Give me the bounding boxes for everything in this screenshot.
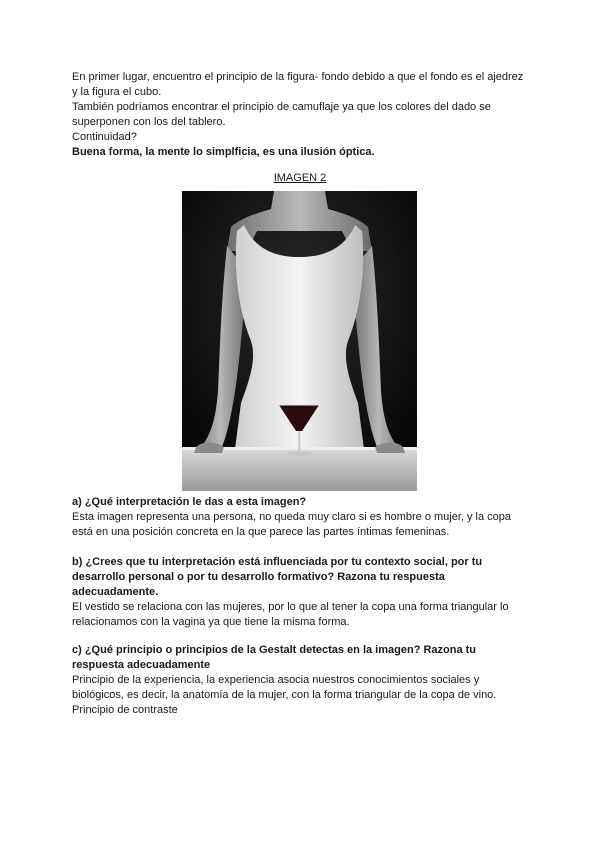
intro-line-4: superponen con los del tablero. <box>72 116 226 128</box>
intro-line-2: y la figura el cubo. <box>72 86 162 98</box>
answer-b-line-2: relacionamos con la vagina ya que tiene la misma forma. <box>72 616 350 628</box>
answer-c-line-1: Principio de la experiencia, la experiencia asocia nuestros conocimientos sociales y <box>72 674 480 686</box>
answer-c-line-2: biológicos, es decir, la anatomía de la mujer, con la forma triangular de la copa de vino. <box>72 689 497 701</box>
question-a: a) ¿Qué interpretación le das a esta imagen? <box>72 496 307 508</box>
answer-b-line-1: El vestido se relaciona con las mujeres, por lo que al tener la copa una forma triangular lo <box>72 601 509 613</box>
intro-line-5: Continuidad? <box>72 131 137 143</box>
photo-woman-dress-glass <box>182 191 417 491</box>
figure-caption: IMAGEN 2 <box>273 172 327 184</box>
question-b-line-2: desarrollo personal o por tu desarrollo formativo? Razona tu respuesta <box>72 571 445 583</box>
question-c-line-2: respuesta adecuadamente <box>72 659 211 671</box>
question-c-line-1: c) ¿Qué principio o principios de la Gestalt detectas en la imagen? Razona tu <box>72 644 477 656</box>
question-b-line-1: b) ¿Crees que tu interpretación está influenciada por tu contexto social, por tu <box>72 556 483 568</box>
intro-line-1: En primer lugar, encuentro el principio de la figura- fondo debido a que el fondo es el ajedrez <box>72 71 524 83</box>
answer-c-line-3: Principio de contraste <box>72 704 178 716</box>
answer-a-line-2: está en una posición concreta en la que parece las partes íntimas femeninas. <box>72 526 450 538</box>
question-b-line-3: adecuadamente. <box>72 586 159 598</box>
answer-a-line-1: Esta imagen representa una persona, no queda muy claro si es hombre o mujer, y la copa <box>72 511 512 523</box>
intro-line-3: También podríamos encontrar el principio de camuflaje ya que los colores del dado se <box>72 101 491 113</box>
intro-line-6: Buena forma, la mente lo simplficia, es una ilusión óptica. <box>72 146 375 158</box>
